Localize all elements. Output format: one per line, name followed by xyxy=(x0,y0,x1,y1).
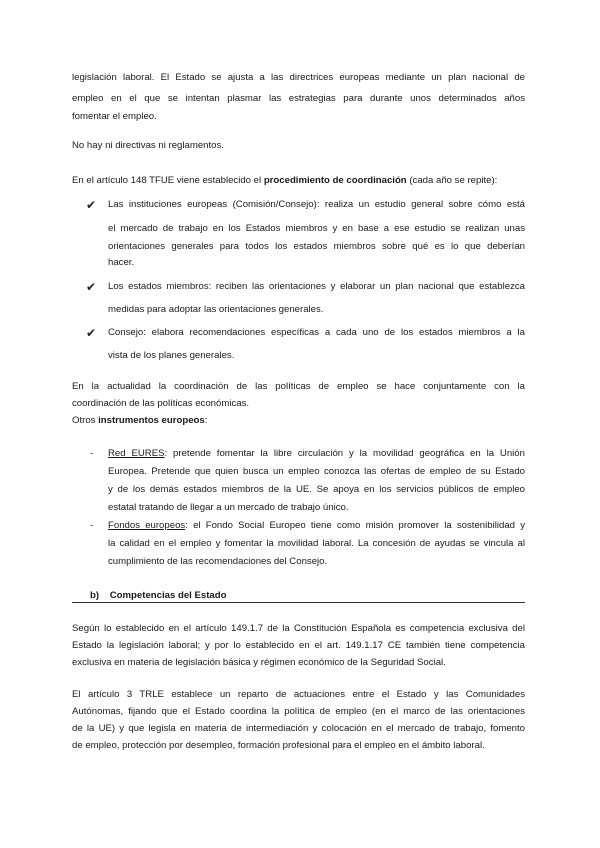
paragraph-line: legislación laboral. El Estado se ajusta a las directrices europeas mediante un plan nacional de xyxy=(72,72,525,83)
dash-marker: - xyxy=(90,520,94,531)
bullet-line: Las instituciones europeas (Comisión/Consejo): realiza un estudio general sobre cómo está xyxy=(108,199,525,210)
intro-text: En el artículo 148 TFUE viene establecido el xyxy=(72,175,264,186)
red-eures-term: Red EURES xyxy=(108,448,165,459)
bullet-line: Los estados miembros: reciben las orientaciones y elaborar un plan nacional que establezca xyxy=(108,281,525,292)
paragraph-line: coordinación de las políticas económicas. xyxy=(72,398,250,409)
section-heading xyxy=(90,590,525,602)
dash-line: cumplimiento de las recomendaciones del Consejo. xyxy=(108,556,328,567)
procedure-term: procedimiento de coordinación xyxy=(263,175,407,186)
dash-line: estatal tratando de llegar a un mercado de trabajo único. xyxy=(108,502,349,513)
intro-text: : xyxy=(204,415,208,426)
checkmark-icon: ✔ xyxy=(86,280,97,294)
paragraph-line: de la UE) y que legisla en materia de intermediación y colocación en el mercado de trabajo, fomento xyxy=(72,723,525,734)
paragraph-line: empleo en el que se intentan plasmar las estrategias para durante unos determinados años xyxy=(72,93,525,104)
paragraph-line: fomentar el empleo. xyxy=(72,111,157,122)
checkmark-icon: ✔ xyxy=(86,326,97,340)
dash-line: y de los demás estados miembros de la UE. Se apoya en los servicios públicos de empleo xyxy=(108,484,525,495)
section-title: Competencias del Estado xyxy=(109,590,227,601)
instruments-intro xyxy=(72,415,525,427)
dash-marker: - xyxy=(90,448,94,459)
intro-text: Otros xyxy=(72,415,99,426)
dash-line: la calidad en el empleo y fomentar la movilidad laboral. La concesión de ayudas se vincula al xyxy=(108,538,525,549)
bullet-line: Consejo: elabora recomendaciones específicas a cada uno de los estados miembros a la xyxy=(108,327,525,338)
bullet-line: el mercado de trabajo en los Estados miembros y en base a ese estudio se realizan unas xyxy=(108,223,525,234)
dash-text: : el Fondo Social Europeo tiene como misión promover la sostenibilidad y xyxy=(185,520,525,531)
dash-text: : pretende fomentar la libre circulación y la movilidad geográfica en la Unión xyxy=(164,448,525,459)
fondos-europeos-term: Fondos europeos xyxy=(108,520,186,531)
bullet-line: medidas para adoptar las orientaciones generales. xyxy=(108,304,324,315)
paragraph-line: Estado la legislación laboral; y por lo establecido en el art. 149.1.17 CE también tiene competencia xyxy=(72,640,525,651)
bullet-line: hacer. xyxy=(108,257,135,268)
checkmark-icon: ✔ xyxy=(86,198,97,212)
bullet-line: vista de los planes generales. xyxy=(108,350,235,361)
dash-item-first-line xyxy=(108,520,525,532)
dash-line: Europea. Pretende que quien busca un empleo conozca las ofertas de empleo de su Estado xyxy=(108,466,525,477)
paragraph-line: En la actualidad la coordinación de las políticas de empleo se hace conjuntamente con la xyxy=(72,381,525,392)
paragraph-line: El artículo 3 TRLE establece un reparto de actuaciones entre el Estado y las Comunidades xyxy=(72,689,525,700)
dash-item-first-line xyxy=(108,448,525,460)
paragraph-line: exclusiva en materia de legislación básica y régimen económico de la Seguridad Social. xyxy=(72,657,446,668)
instruments-term: instrumentos europeos xyxy=(98,415,205,426)
paragraph-line: Según lo establecido en el artículo 149.1.7 de la Constitución Española es competencia exclusiva del xyxy=(72,623,525,634)
section-marker: b) xyxy=(90,590,100,601)
intro-text: (cada año se repite): xyxy=(406,175,498,186)
paragraph-line: Autónomas, fijando que el Estado coordina la política de empleo (en el marco de las orientaciones xyxy=(72,706,525,717)
paragraph-line: No hay ni directivas ni reglamentos. xyxy=(72,140,224,151)
paragraph-line: de empleo, protección por desempleo, formación profesional para el empleo en el ámbito laboral. xyxy=(72,740,485,751)
section-divider xyxy=(72,602,525,603)
bullet-line: orientaciones generales para todos los estados miembros sobre qué es lo que deberían xyxy=(108,241,525,252)
procedure-intro xyxy=(72,175,525,187)
